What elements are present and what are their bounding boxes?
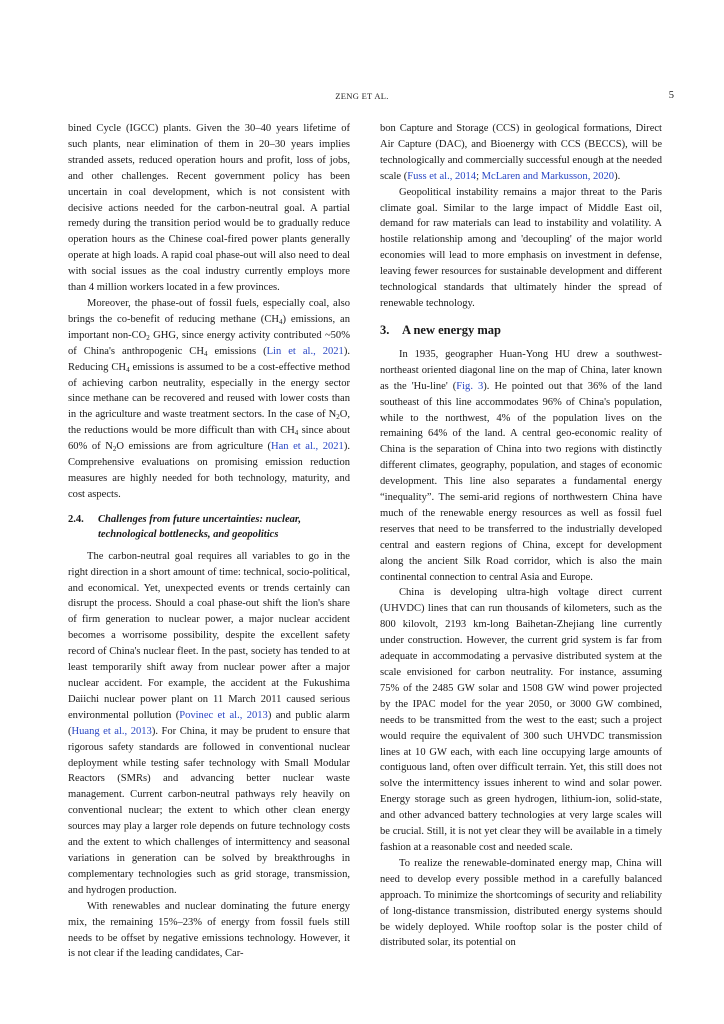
paragraph: In 1935, geographer Huan-Yong HU drew a southwest-northeast oriented diagonal line on the map of China, later known as the 'Hu-line' (Fig. 3). He pointed out that 36% of the land southeast of this line accommodates 96% of China's population, while to the northwest, 4% of the population lives on the remaining 64% of the land. A central geo-economic reality of China is the separation of China into two regions with distinctly different climates, geography, population, and stages of economic development. This line also separates a fundamental energy “inequality”. The semi-arid regions of northwestern China have much of the renewable energy resources as well as fossil fuel reserves that need to be transferred to the industrially developed central and eastern regions of China, except for development along the ancient Silk Road corridor, which is also the main continental connection to central Asia and Europe. bbox=[380, 348, 662, 583]
paragraph: Moreover, the phase-out of fossil fuels, especially coal, also brings the co-benefit of reducing methane $(CH_4)$ emissions, an important non-$CO_2$ GHG, since energy activity contributed ~50% of China's anthropogenic $CH_4$ emissions (Lin et al., 2021). Reducing $CH_4$ emissions is assumed to be a cost-effective method of achieving carbon neutrality, especially in the energy sector since methane can be recovered and reused with lower costs than in the agriculture and waste treatment sectors. In the case of $N_2O$, the reductions would be more difficult than with $CH_4$ since about 60% of $N_2O$ emissions are from agriculture (Han et al., 2021). Comprehensive evaluations on promising emission reduction measures are highly needed for both technology, maturity, and cost aspects. bbox=[68, 297, 350, 500]
right-column bbox=[380, 121, 662, 951]
paragraph: bined Cycle (IGCC) plants. Given the 30–40 years lifetime of such plants, near elimination of them in 20–30 years implies stranded assets, reduced operation hours and profit, loss of jobs, and other challenges. Recent government policy has been uncertain in coal development, which is not consistent with decisive actions needed for the carbon-neutral goal. A partial remedy during the transition period would be to gradually reduce operation hours as the Chinese coal-fired power plants generally operate at high loads. A rapid coal phase-out will also need to deal with social issues as the coal industry currently employs more than 4 million workers located in a few provinces. bbox=[68, 123, 350, 294]
page-number: 5 bbox=[668, 90, 674, 101]
paragraph: bon Capture and Storage (CCS) in geological formations, Direct Air Capture (DAC), and Bioenergy with CCS (BECCS), will be technologically and commercially successful enough at the needed scale (Fuss et al., 2014; McLaren and Markusson, 2020). bbox=[380, 123, 662, 182]
citation-link[interactable]: Povinec et al., 2013 bbox=[179, 709, 268, 721]
paragraph: Geopolitical instability remains a major threat to the Paris climate goal. Similar to the large impact of Middle East oil, demand for raw materials can lead to instability and volatility. A hostile relationship among and 'decoupling' of the major world economies will lead to more emphasis on investment in defense, leaving fewer resources for sustainable development and different technological standards that ultimately hinder the spread of renewable technology. bbox=[380, 186, 662, 309]
citation-link[interactable]: Fuss et al., 2014 bbox=[407, 170, 477, 182]
subsection-number: 2.4. bbox=[68, 513, 84, 525]
paragraph: With renewables and nuclear dominating the future energy mix, the remaining 15%–23% of energy from fossil fuels still needs to be offset by negative emissions technology. However, it is not clear if the leading candidates, Car- bbox=[68, 900, 350, 960]
citation-link[interactable]: Lin et al., 2021 bbox=[266, 345, 344, 357]
citation-link[interactable]: McLaren and Markusson, 2020 bbox=[481, 170, 615, 182]
citation-link[interactable]: Han et al., 2021 bbox=[270, 441, 344, 453]
paragraph: To realize the renewable-dominated energy map, China will need to develop every possible method in a carefully balanced approach. To minimize the shortcomings of security and reliability of long-distance transmission, distributed energy systems should be widely deployed. While rooftop solar is the poster child of distributed solar, its potential on bbox=[380, 857, 662, 949]
page-header bbox=[0, 90, 724, 104]
figure-link[interactable]: Fig. 3 bbox=[456, 380, 484, 392]
running-head: ZENG ET AL. bbox=[335, 91, 389, 101]
subsection-heading bbox=[68, 512, 350, 542]
left-column bbox=[68, 121, 350, 962]
section-title: A new energy map bbox=[402, 322, 501, 337]
section-heading bbox=[380, 322, 662, 338]
paragraph: The carbon-neutral goal requires all variables to go in the right direction in a short amount of time: technical, socio-political, and economical. Yet, unexpected events or trends certainly can disrupt the process. Should a coal phase-out shift the lion's share of firm generation to nuclear power, a major nuclear accident becomes a worrisome possibility, despite the excellent safety record of China's nuclear fleet. In the past, society has tended to at least temporarily shift away from nuclear power after a major nuclear accident. For example, the accident at the Fukushima Daiichi nuclear power plant on 11 March 2011 caused serious environmental pollution (Povinec et al., 2013) and public alarm (Huang et al., 2013). For China, it may be prudent to ensure that rigorous safety standards are followed in conventional nuclear deployment while testing safer technology with Small Modular Reactors (SMRs) and advancing better nuclear waste management. Current carbon-neutral pathways rely heavily on conventional nuclear; the extent to which other clean energy sources may play a larger role depends on future technology costs and the extent to which challenges of intermittency and seasonal variations in generation can be solved by breakthroughs in complementary technologies such as grid storage, transmission, and hydrogen production. bbox=[68, 550, 350, 896]
subsection-title: Challenges from future uncertainties: nuclear, technological bottlenecks, and geopolitics bbox=[98, 513, 302, 540]
section-number: 3. bbox=[380, 322, 390, 337]
citation-link[interactable]: Huang et al., 2013 bbox=[71, 725, 152, 737]
paragraph: China is developing ultra-high voltage direct current (UHVDC) lines that can run thousands of kilometers, such as the 800 kilovolt, 2193 km-long Baihetan-Zhejiang line currently under construction. However, the current grid system is far from adequate in accommodating a pervasive distributed system at the scale envisioned for carbon neutrality. For instance, assuming 75% of the 2485 GW solar and 1508 GW wind power projected by the IPAC model for the year 2050, or 3000 GW combined, needs to be transmitted from the west to the east; such a project would require the equivalent of 300 such UHVDC transmission lines at 10 GW each, with each line occupying large amounts of contiguous land, often over difficult terrain. Yet, this still does not solve the intermittency issues inherent to wind and solar power. Energy storage such as green hydrogen, lithium-ion, solid-state, and other advanced battery technologies at very large scales will be crucial. Still, it is not yet clear they will be available in a timely fashion at a reasonable cost and needed scale. bbox=[380, 587, 662, 853]
